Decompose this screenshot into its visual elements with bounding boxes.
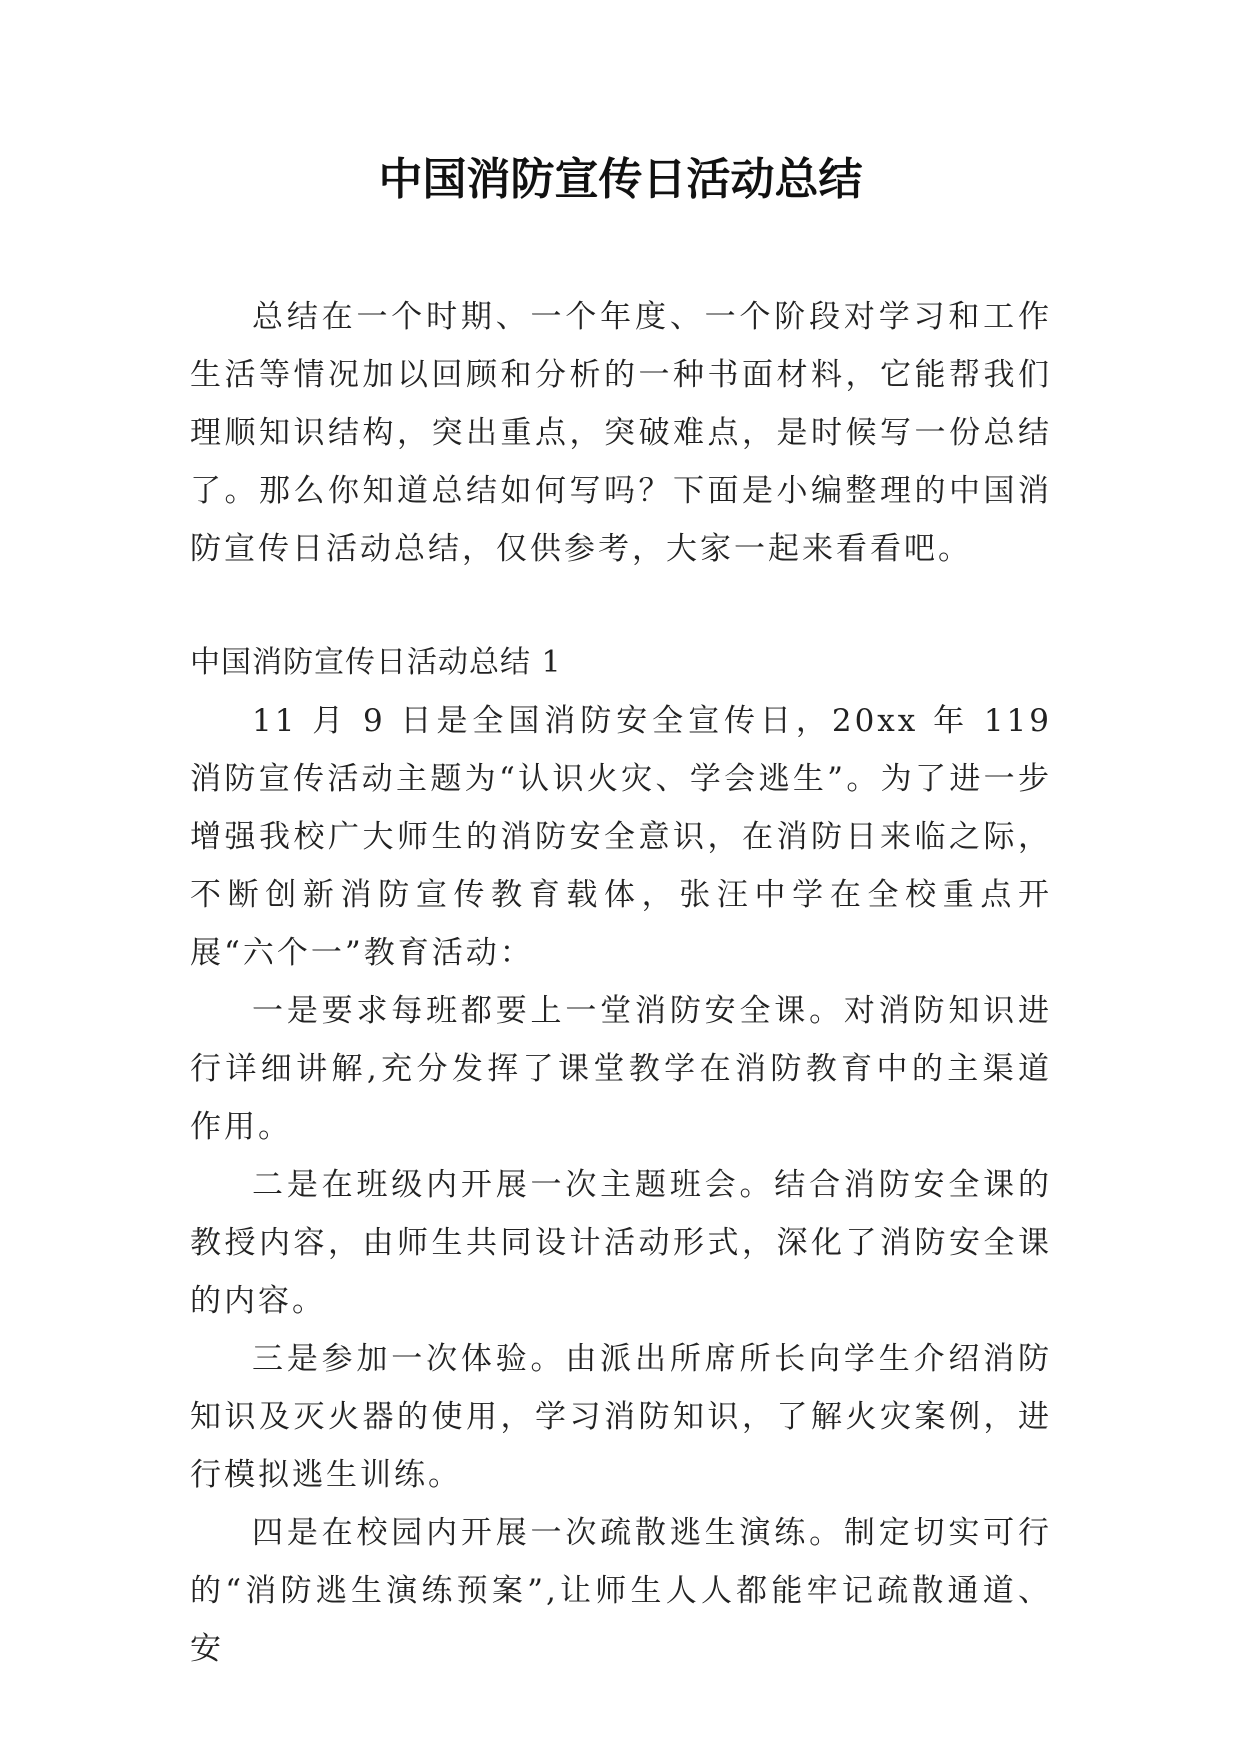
body-paragraph: 三是参加一次体验。由派出所席所长向学生介绍消防知识及灭火器的使用，学习消防知识，了解火灾案例，进行模拟逃生训练。 xyxy=(190,1341,1052,1493)
document-body xyxy=(190,288,1052,1678)
body-paragraph: 11 月 9 日是全国消防安全宣传日，20xx 年 119 消防宣传活动主题为“认识火灾、学会逃生”。为了进一步增强我校广大师生的消防安全意识，在消防日来临之际，不断创新消防宣传教育载体，张汪中学在全校重点开展“六个一”教育活动： xyxy=(190,703,1052,971)
document-title: 中国消防宣传日活动总结 xyxy=(378,154,863,205)
body-paragraph: 一是要求每班都要上一堂消防安全课。对消防知识进行详细讲解,充分发挥了课堂教学在消防教育中的主渠道作用。 xyxy=(190,993,1052,1145)
body-paragraph: 四是在校园内开展一次疏散逃生演练。制定切实可行的“消防逃生演练预案”,让师生人人都能牢记疏散通道、安 xyxy=(190,1515,1052,1667)
intro-paragraph: 总结在一个时期、一个年度、一个阶段对学习和工作生活等情况加以回顾和分析的一种书面材料，它能帮我们理顺知识结构，突出重点，突破难点，是时候写一份总结了。那么你知道总结如何写吗？下面是小编整理的中国消防宣传日活动总结，仅供参考，大家一起来看看吧。 xyxy=(190,299,1052,567)
section-heading: 中国消防宣传日活动总结 1 xyxy=(190,645,562,680)
body-paragraph: 二是在班级内开展一次主题班会。结合消防安全课的教授内容，由师生共同设计活动形式，深化了消防安全课的内容。 xyxy=(190,1167,1052,1319)
